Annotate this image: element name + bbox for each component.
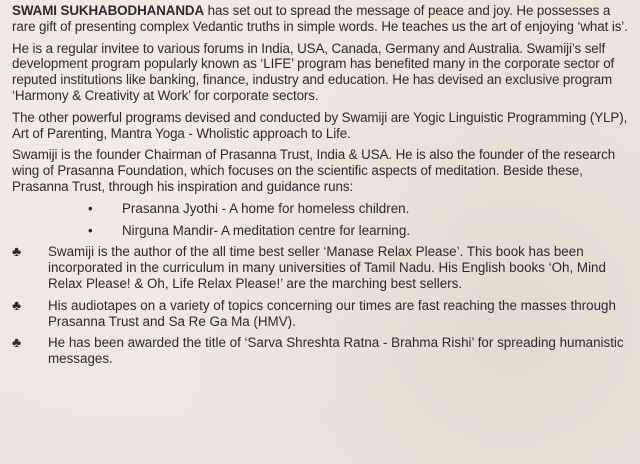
list-item	[12, 201, 632, 217]
bullet-icon: •	[88, 200, 93, 216]
club-bullet-icon: ♣	[12, 334, 22, 351]
list-item	[12, 298, 632, 330]
intro-text: has set out to spread the message of peace and joy. He possesses a rare gift of presenting complex Vedantic truths in simple words. He teaches us the art of enjoying ‘what is’.	[12, 3, 628, 34]
programs-paragraph: The other powerful programs devised and conducted by Swamiji are Yogic Linguistic Programming (YLP), Art of Parenting, Mantra Yoga - Wholistic approach to Life.	[12, 109, 628, 141]
list-item	[12, 335, 632, 367]
trust-paragraph: Swamiji is the founder Chairman of Prasanna Trust, India & USA. He is also the founder of the research wing of Prasanna Foundation, which focuses on the scientific aspects of meditation. Beside these, Prasanna Trust, through his inspiration and guidance runs:	[12, 147, 616, 194]
list-item-text: Prasanna Jyothi - A home for homeless children.	[122, 200, 410, 216]
list-item-text: He has been awarded the title of ‘Sarva Shreshta Ratna - Brahma Rishi’ for spreading humanistic messages.	[48, 335, 624, 367]
achievements-list	[12, 244, 632, 367]
club-bullet-icon: ♣	[12, 243, 22, 260]
list-item	[12, 244, 632, 291]
list-item-text: His audiotapes on a variety of topics concerning our times are fast reaching the masses through Prasanna Trust and Sa Re Ga Ma (HMV).	[48, 297, 616, 329]
bullet-icon: •	[88, 222, 93, 238]
club-bullet-icon: ♣	[12, 296, 22, 313]
list-item-text: Swamiji is the author of the all time best seller ‘Manase Relax Please’. This book has been incorporated in the curriculum in many universities of Tamil Nadu. His English books ‘Oh, Mind Relax Please! & Oh, Life Relax Please!’ are the marching best sellers.	[48, 244, 606, 291]
trust-activities-list	[12, 201, 632, 239]
list-item-text: Nirguna Mandir- A meditation centre for learning.	[122, 222, 411, 238]
intro-paragraph	[12, 3, 632, 35]
author-name: SWAMI SUKHABODHANANDA	[12, 3, 205, 18]
forums-paragraph: He is a regular invitee to various forums in India, USA, Canada, Germany and Australia. Swamiji’s self development program popularly known as ‘LIFE’ program has benefited many in the corporate sector of reputed institutions like banking, finance, industry and education. He has devised an exclusive program ‘Harmony & Creativity at Work’ for corporate sectors.	[12, 40, 615, 103]
list-item	[12, 223, 632, 239]
